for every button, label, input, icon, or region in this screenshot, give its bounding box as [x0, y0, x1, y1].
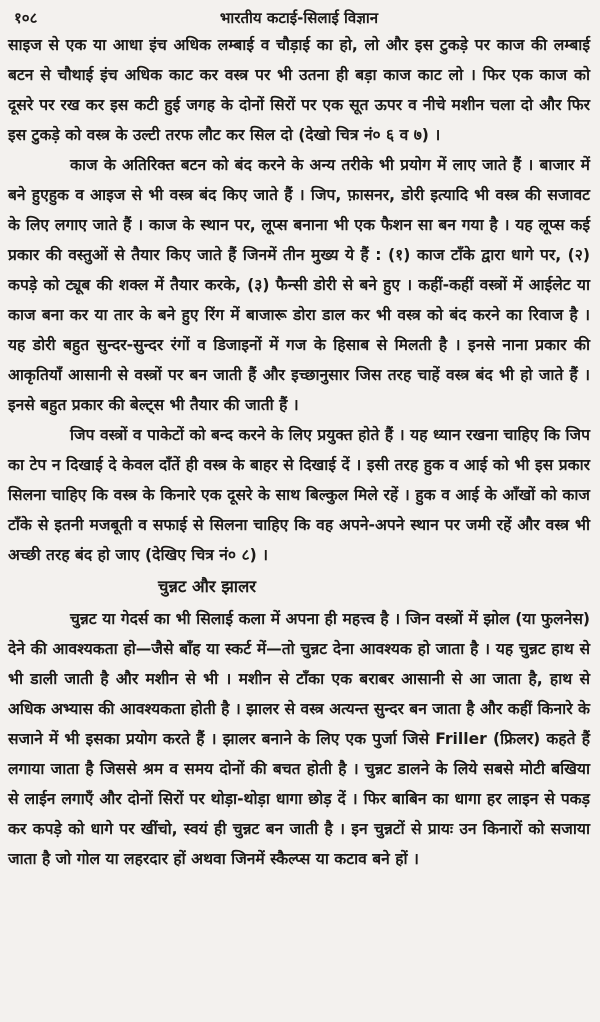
- running-header: [8, 4, 590, 30]
- section-heading: चुन्नट और झालर: [158, 577, 256, 596]
- paragraph-buttonhole-continuation: साइज से एक या आधा इंच अधिक लम्बाई व चौड़ाई का हो, लो और इस टुकड़े पर काज की लम्बाई बटन से चौथाई इंच अधिक काट कर वस्त्र पर भी उतना ही बड़ा काज काट लो । फिर एक काज को दूसरे पर रख कर इस कटी हुई जगह के दोनों सिरों पर एक सूत ऊपर व नीचे मशीन चला दो और फिर इस टुकड़े को वस्त्र के उल्टी तरफ लौट कर सिल दो (देखो चित्र नं० ६ व ७) ।: [8, 36, 590, 144]
- paragraph-fasteners: काज के अतिरिक्त बटन को बंद करने के अन्य तरीके भी प्रयोग में लाए जाते हैं । बाजार में बने हुएहुक व आइज से भी वस्त्र बंद किए जाते हैं । जिप, फ़ासनर, डोरी इत्यादि भी वस्त्र की सजावट के लिए लगाए जाते हैं । काज के स्थान पर, लूप्स बनाना भी एक फैशन सा बन गया है । यह लूप्स कई प्रकार की वस्तुओं से तैयार किए जाते हैं जिनमें तीन मुख्य ये हैं : (१) काज टाँके द्वारा धागे पर, (२) कपड़े को ट्यूब की शक्ल में तैयार करके, (३) फैन्सी डोरी से बने हुए । कहीं-कहीं वस्त्रों में आईलेट या काज बना कर या तार के बने हुए रिंग में बाजारू डोरा डाल कर भी वस्त्र को बंद करने का रिवाज है । यह डोरी बहुत सुन्दर-सुन्दर रंगों व डिजाइनों में गज के हिसाब से मिलती है । इनसे नाना प्रकार की आकृतियाँ आसानी से वस्त्रों पर बन जाती हैं और इच्छानुसार जिस तरह चाहें वस्त्र बंद भी हो जाते हैं । इनसे बहुत प्रकार की बेल्ट्स भी तैयार की जाती हैं ।: [8, 156, 590, 414]
- page-number: १०८: [14, 9, 38, 27]
- running-title: भारतीय कटाई-सिलाई विज्ञान: [219, 9, 379, 27]
- paragraph-zips-hooks: जिप वस्त्रों व पाकेटों को बन्द करने के लिए प्रयुक्त होते हैं । यह ध्यान रखना चाहिए कि जिप का टेप न दिखाई दे केवल दाँतें ही वस्त्र के बाहर से दिखाई दें । इसी तरह हुक व आई को भी इस प्रकार सिलना चाहिए कि वस्त्र के किनारे एक दूसरे के साथ बिल्कुल मिले रहें । हुक व आई के आँखों को काज टाँके से इतनी मजबूती व सफाई से सिलना चाहिए कि वह अपने-अपने स्थान पर जमी रहें और वस्त्र भी अच्छी तरह बंद हो जाए (देखिए चित्र नं० ८) ।: [8, 426, 590, 564]
- paragraph-gathers-frills: चुन्नट या गेदर्स का भी सिलाई कला में अपना ही महत्त्व है । जिन वस्त्रों में झोल (या फुलनेस) देने की आवश्यकता हो—जैसे बाँह या स्कर्ट में—तो चुन्नट देना आवश्यक हो जाता है । यह चुन्नट हाथ से भी डाली जाती है और मशीन से भी । मशीन से टाँका एक बराबर आसानी से आ जाता है, हाथ से अधिक अभ्यास की आवश्यकता होती है । झालर से वस्त्र अत्यन्त सुन्दर बन जाता है और कहीं किनारे के सजाने में भी इसका प्रयोग करते हैं । झालर बनाने के लिए एक पुर्जा जिसे Friller (फ्रिलर) कहते हैं लगाया जाता है जिससे श्रम व समय दोनों की बचत होती है । चुन्नट डालने के लिये सबसे मोटी बखिया से लाईन लगाएँ और दोनों सिरों पर थोड़ा-थोड़ा धागा छोड़ दें । फिर बाबिन का धागा हर लाइन से पकड़ कर कपड़े को धागे पर खींचो, स्वयं ही चुन्नट बन जाती है । इन चुन्नटों से प्रायः उन किनारों को सजाया जाता है जो गोल या लहरदार हों अथवा जिनमें स्कैल्प्स या कटाव बने हों ।: [8, 610, 590, 868]
